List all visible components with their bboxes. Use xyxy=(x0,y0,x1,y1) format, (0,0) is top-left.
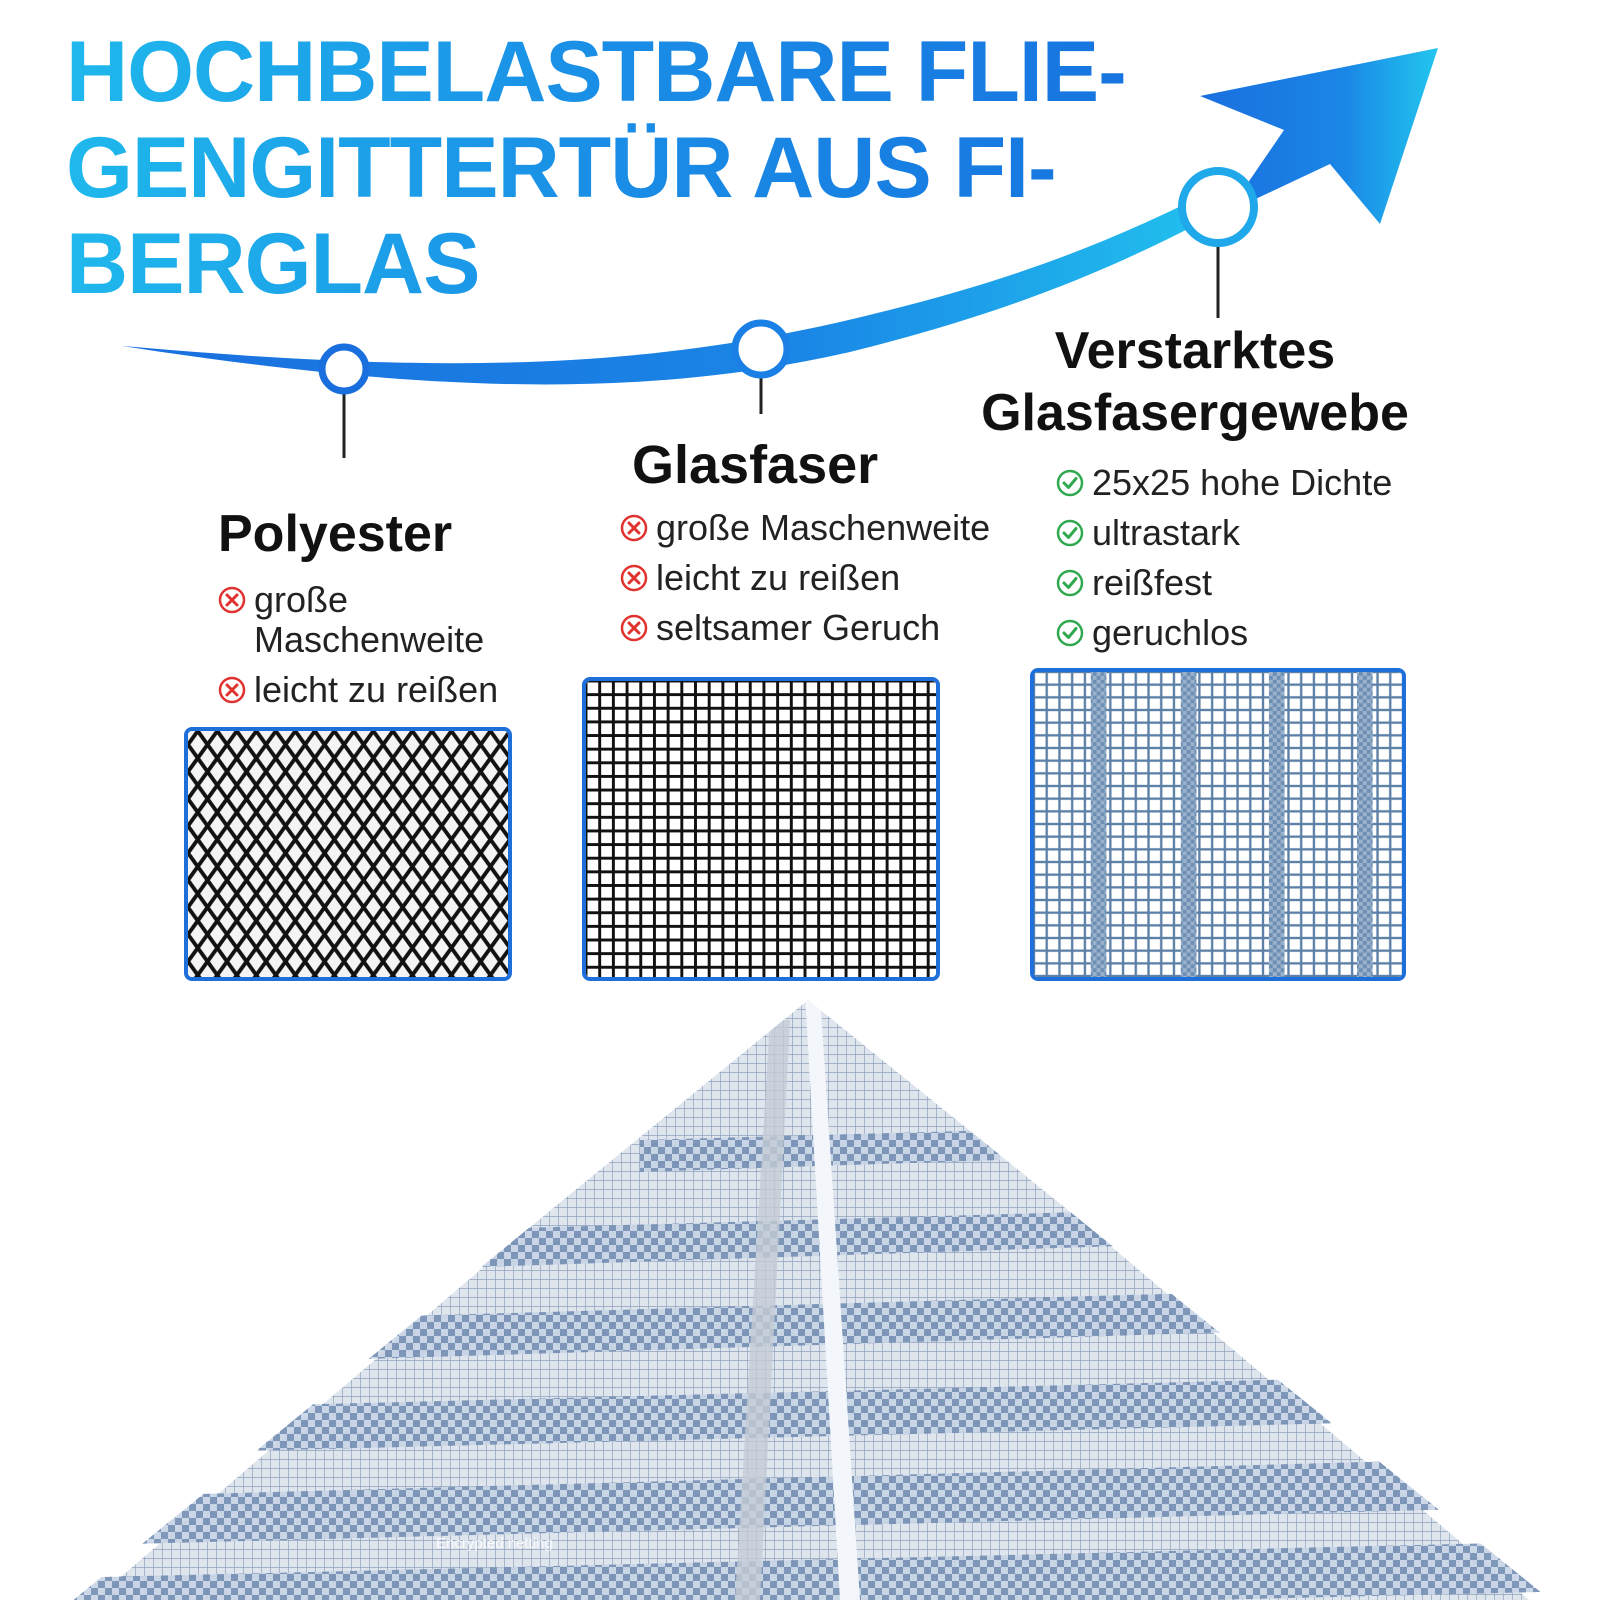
photo-caption: Encrypted netting xyxy=(436,1535,553,1552)
x-circle-icon xyxy=(620,614,648,642)
verstarkt-heading-line-1: Verstarktes xyxy=(1054,322,1336,380)
glasfaser-item-1 xyxy=(620,508,990,548)
diamond-mesh-image xyxy=(188,731,508,977)
verstarkt-heading-line-2: Glasfasergewebe xyxy=(981,384,1409,442)
check-circle-icon xyxy=(1056,569,1084,597)
glasfaser-item-3 xyxy=(620,608,940,648)
x-circle-icon xyxy=(218,586,246,614)
x-circle-icon xyxy=(620,564,648,592)
glasfaser-item-1-label: große Maschenweite xyxy=(656,507,991,548)
title-line-1: HOCHBELASTBARE FLIE- xyxy=(66,24,1126,120)
polyester-item-2 xyxy=(218,670,498,710)
polyester-item-1 xyxy=(218,580,484,660)
verstarkt-heading xyxy=(960,320,1430,444)
glasfaser-item-2-label: leicht zu reißen xyxy=(656,557,901,598)
check-circle-icon xyxy=(1056,469,1084,497)
glasfaser-heading: Glasfaser xyxy=(632,435,879,495)
verstarkt-item-4 xyxy=(1056,613,1248,653)
x-circle-icon xyxy=(218,676,246,704)
check-circle-icon xyxy=(1056,619,1084,647)
verstarkt-item-1 xyxy=(1056,463,1392,503)
polyester-heading: Polyester xyxy=(218,505,453,563)
title-line-3: BERGLAS xyxy=(66,216,480,312)
check-circle-icon xyxy=(1056,519,1084,547)
polyester-item-1-label: große Maschenweite xyxy=(254,579,485,660)
reinforced-grid-mesh-image xyxy=(1034,672,1402,977)
verstarkt-item-3-label: reißfest xyxy=(1092,562,1213,603)
polyester-item-2-label: leicht zu reißen xyxy=(254,669,499,710)
milestone-dot-3 xyxy=(1182,171,1254,243)
polyester-mesh-swatch xyxy=(184,727,512,981)
reinforced-netting-photo xyxy=(0,1000,1600,1600)
title-line-2: GENGITTERTÜR AUS FI- xyxy=(66,120,1056,216)
verstarkt-item-2-label: ultrastark xyxy=(1092,512,1241,553)
square-grid-mesh-image xyxy=(586,681,936,977)
milestone-dot-2 xyxy=(735,323,787,375)
glasfaser-mesh-swatch xyxy=(582,677,940,981)
verstarkt-item-1-label: 25x25 hohe Dichte xyxy=(1092,462,1393,503)
x-circle-icon xyxy=(620,514,648,542)
glasfaser-item-3-label: seltsamer Geruch xyxy=(656,607,941,648)
verstarkt-mesh-swatch xyxy=(1030,668,1406,981)
verstarkt-item-3 xyxy=(1056,563,1212,603)
verstarkt-item-4-label: geruchlos xyxy=(1092,612,1249,653)
glasfaser-item-2 xyxy=(620,558,900,598)
verstarkt-item-2 xyxy=(1056,513,1240,553)
milestone-dot-1 xyxy=(322,347,366,391)
